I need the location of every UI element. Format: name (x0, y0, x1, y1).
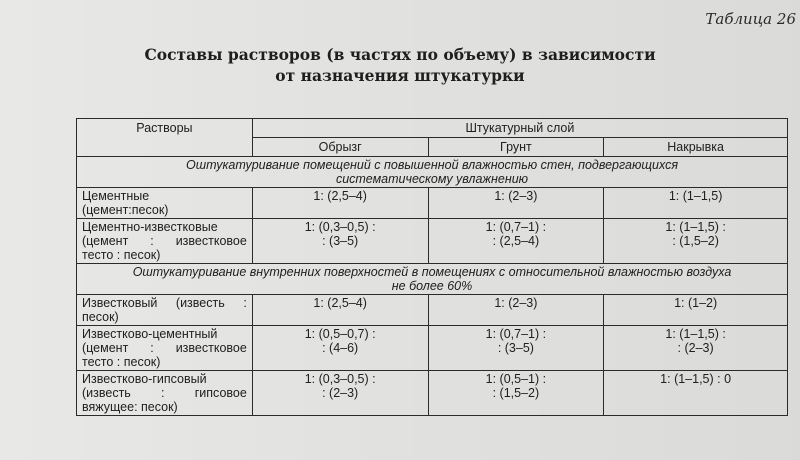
cell-line: 1: (0,3–0,5) : (304, 220, 376, 234)
cell-line: 1: (1–1,5) : (665, 327, 726, 341)
cell-line: : (1,5–2) (672, 234, 719, 248)
cell-line: 1: (1–2) (674, 296, 718, 310)
ratio-cell-grunt (428, 326, 604, 371)
section-title-line: не более 60% (391, 279, 473, 293)
cell-line: 1: (1–1,5) (668, 189, 723, 203)
section-title-line: систематическому увлажнению (335, 172, 529, 186)
ratio-cell-nakryvka (604, 326, 788, 371)
header-grunt: Грунт (428, 138, 604, 157)
header-row-1 (77, 119, 788, 138)
cell-line: 1: (0,5–1) : (485, 372, 547, 386)
section-title-line: Оштукатуривание помещений с повышенной влажностью стен, подвергающихся (185, 158, 678, 172)
cell-line: 1: (1–1,5) : (665, 220, 726, 234)
ratio-cell-obryzg (252, 326, 428, 371)
ratio-cell-grunt (428, 188, 604, 219)
cell-line: : (2–3) (677, 341, 714, 355)
mortar-name-cell (77, 219, 253, 264)
cell-line: 1: (2,5–4) (313, 189, 367, 203)
ratio-cell-nakryvka (604, 295, 788, 326)
table-title-line-2: от назначения штукатурки (275, 66, 525, 85)
cell-line: Цементные (82, 189, 150, 203)
cell-line: (цемент : известковое (82, 341, 247, 355)
cell-line: Цементно-известковые (82, 220, 218, 234)
header-obryzg: Обрызг (252, 138, 428, 157)
header-mortars: Растворы (77, 119, 253, 157)
cell-line: : (2–3) (322, 386, 359, 400)
section-title (77, 157, 788, 188)
ratio-cell-obryzg (252, 188, 428, 219)
cell-line: Известковый (известь : (82, 296, 247, 310)
cell-line: Известково-цементный (82, 327, 218, 341)
table-number-label: Таблица 26 (705, 10, 796, 28)
section-header-row (77, 157, 788, 188)
cell-line: : (4–6) (322, 341, 359, 355)
section-title-line: Оштукатуривание внутренних поверхностей в помещениях с относительной влажностью воздуха (132, 265, 732, 279)
table-row (77, 188, 788, 219)
cell-line: : (1,5–2) (492, 386, 540, 400)
cell-line: : (2,5–4) (492, 234, 540, 248)
cell-line: 1: (0,7–1) : (485, 327, 547, 341)
cell-line: : (3–5) (497, 341, 534, 355)
ratio-cell-nakryvka (604, 371, 788, 416)
cell-line: : (3–5) (322, 234, 359, 248)
cell-line: 1: (0,3–0,5) : (304, 372, 376, 386)
mortar-name-cell (77, 371, 253, 416)
header-plaster-layer: Штукатурный слой (252, 119, 787, 138)
cell-line: песок) (82, 310, 119, 324)
ratio-cell-obryzg (252, 295, 428, 326)
ratio-cell-nakryvka (604, 219, 788, 264)
header-nakryvka: Накрывка (604, 138, 788, 157)
cell-line: тесто : песок) (82, 248, 161, 262)
mortar-name-cell (77, 326, 253, 371)
table-row (77, 326, 788, 371)
ratio-cell-nakryvka (604, 188, 788, 219)
cell-line: тесто : песок) (82, 355, 161, 369)
table-row (77, 295, 788, 326)
ratio-cell-grunt (428, 295, 604, 326)
table-row (77, 219, 788, 264)
cell-line: (цемент : известковое (82, 234, 247, 248)
cell-line: 1: (2,5–4) (313, 296, 367, 310)
section-title (77, 264, 788, 295)
cell-line: вяжущее: песок) (82, 400, 178, 414)
cell-line: 1: (2–3) (494, 296, 538, 310)
table-title-line-1: Составы растворов (в частях по объему) в зависимости (144, 45, 656, 64)
cell-line: Известково-гипсовый (82, 372, 207, 386)
ratio-cell-grunt (428, 219, 604, 264)
cell-line: 1: (2–3) (494, 189, 538, 203)
table-body (77, 157, 788, 416)
cell-line: 1: (0,5–0,7) : (304, 327, 376, 341)
cell-line: 1: (0,7–1) : (485, 220, 547, 234)
ratio-cell-grunt (428, 371, 604, 416)
cell-line: (известь : гипсовое (82, 386, 247, 400)
table-row (77, 371, 788, 416)
section-header-row (77, 264, 788, 295)
cell-line: 1: (1–1,5) : 0 (660, 372, 732, 386)
mortar-name-cell (77, 295, 253, 326)
cell-line: (цемент:песок) (82, 203, 169, 217)
ratio-cell-obryzg (252, 371, 428, 416)
mortar-composition-table (76, 118, 788, 416)
table-title (120, 44, 680, 86)
ratio-cell-obryzg (252, 219, 428, 264)
mortar-name-cell (77, 188, 253, 219)
